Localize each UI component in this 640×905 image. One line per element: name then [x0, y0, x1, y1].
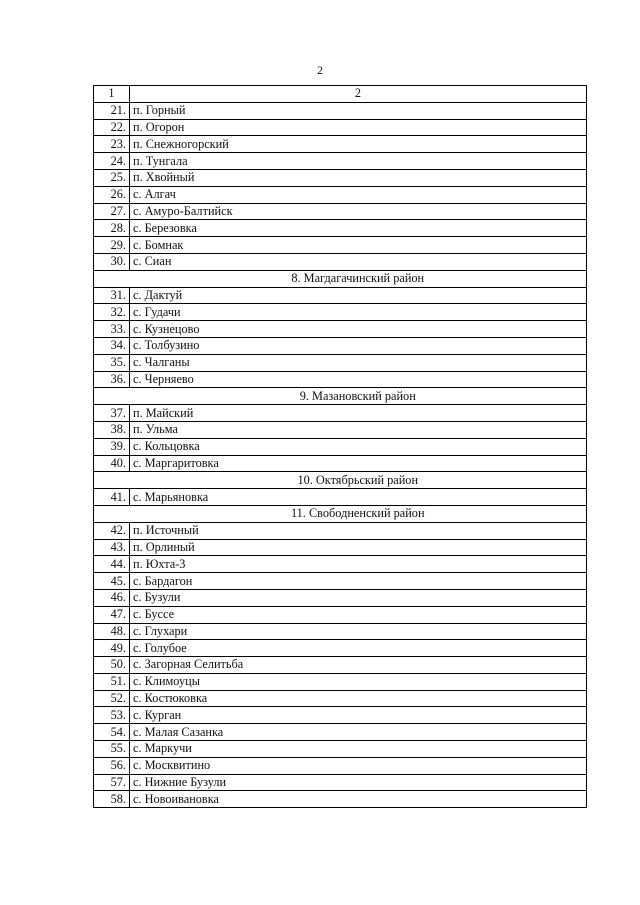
table-row	[94, 707, 587, 724]
settlement-name: п. Хвойный	[130, 169, 587, 186]
settlement-name: с. Кольцовка	[130, 438, 587, 455]
table-row	[94, 774, 587, 791]
row-number: 44.	[94, 556, 130, 573]
table-row	[94, 220, 587, 237]
row-number: 57.	[94, 774, 130, 791]
row-number: 53.	[94, 707, 130, 724]
table-row	[94, 337, 587, 354]
table-row	[94, 724, 587, 741]
row-number: 49.	[94, 640, 130, 657]
settlements-table	[93, 85, 587, 808]
row-number: 41.	[94, 489, 130, 506]
row-number: 48.	[94, 623, 130, 640]
row-number: 30.	[94, 253, 130, 270]
row-number: 55.	[94, 741, 130, 758]
table-row	[94, 657, 587, 674]
table-row	[94, 354, 587, 371]
settlement-name: п. Тунгала	[130, 153, 587, 170]
row-number: 35.	[94, 354, 130, 371]
table-row	[94, 690, 587, 707]
row-number: 58.	[94, 791, 130, 808]
table-row	[94, 640, 587, 657]
settlement-name: п. Ульма	[130, 421, 587, 438]
settlement-name: с. Толбузино	[130, 337, 587, 354]
row-number: 28.	[94, 220, 130, 237]
section-title: 11. Свободненский район	[130, 505, 587, 522]
row-number: 50.	[94, 657, 130, 674]
section-title: 9. Мазановский район	[130, 388, 587, 405]
settlement-name: п. Юхта-3	[130, 556, 587, 573]
row-number: 42.	[94, 522, 130, 539]
table-row	[94, 287, 587, 304]
settlement-name: п. Орлиный	[130, 539, 587, 556]
table-row	[94, 153, 587, 170]
section-spacer-cell	[94, 388, 130, 405]
settlement-name: с. Загорная Селитьба	[130, 657, 587, 674]
settlement-name: с. Алгач	[130, 186, 587, 203]
settlement-name: с. Москвитино	[130, 757, 587, 774]
section-row	[94, 270, 587, 287]
header-cell-name: 2	[130, 86, 587, 103]
settlement-name: с. Бомнак	[130, 237, 587, 254]
row-number: 23.	[94, 136, 130, 153]
settlement-name: с. Бардагон	[130, 573, 587, 590]
settlement-name: с. Малая Сазанка	[130, 724, 587, 741]
row-number: 52.	[94, 690, 130, 707]
table-row	[94, 539, 587, 556]
row-number: 21.	[94, 102, 130, 119]
settlement-name: п. Горный	[130, 102, 587, 119]
row-number: 47.	[94, 606, 130, 623]
table-row	[94, 455, 587, 472]
table-row	[94, 489, 587, 506]
settlement-name: с. Глухари	[130, 623, 587, 640]
table-row	[94, 405, 587, 422]
settlement-name: с. Маркучи	[130, 741, 587, 758]
section-title: 8. Магдагачинский район	[130, 270, 587, 287]
row-number: 40.	[94, 455, 130, 472]
settlement-name: п. Источный	[130, 522, 587, 539]
row-number: 33.	[94, 321, 130, 338]
table-row	[94, 186, 587, 203]
settlement-name: п. Снежногорский	[130, 136, 587, 153]
settlement-name: с. Климоуцы	[130, 673, 587, 690]
settlement-name: с. Амуро-Балтийск	[130, 203, 587, 220]
table-row	[94, 522, 587, 539]
table-row	[94, 119, 587, 136]
row-number: 22.	[94, 119, 130, 136]
table-row	[94, 623, 587, 640]
table-row	[94, 203, 587, 220]
table-row	[94, 757, 587, 774]
table-row	[94, 237, 587, 254]
table-header-row	[94, 86, 587, 103]
section-row	[94, 388, 587, 405]
settlement-name: с. Новоивановка	[130, 791, 587, 808]
settlement-name: с. Березовка	[130, 220, 587, 237]
settlement-name: с. Нижние Бузули	[130, 774, 587, 791]
row-number: 54.	[94, 724, 130, 741]
table-row	[94, 573, 587, 590]
row-number: 37.	[94, 405, 130, 422]
settlement-name: с. Буссе	[130, 606, 587, 623]
header-cell-number: 1	[94, 86, 130, 103]
table-row	[94, 321, 587, 338]
table-row	[94, 136, 587, 153]
table-row	[94, 169, 587, 186]
row-number: 26.	[94, 186, 130, 203]
row-number: 51.	[94, 673, 130, 690]
row-number: 36.	[94, 371, 130, 388]
table-row	[94, 606, 587, 623]
row-number: 31.	[94, 287, 130, 304]
section-spacer-cell	[94, 270, 130, 287]
section-row	[94, 505, 587, 522]
row-number: 34.	[94, 337, 130, 354]
table-row	[94, 421, 587, 438]
settlement-name: с. Костюковка	[130, 690, 587, 707]
row-number: 25.	[94, 169, 130, 186]
table-body	[94, 86, 587, 808]
section-row	[94, 472, 587, 489]
table-row	[94, 589, 587, 606]
table-row	[94, 371, 587, 388]
settlement-name: с. Голубое	[130, 640, 587, 657]
table-row	[94, 791, 587, 808]
settlement-name: с. Марьяновка	[130, 489, 587, 506]
table-row	[94, 253, 587, 270]
page-number: 2	[317, 63, 323, 77]
table-row	[94, 673, 587, 690]
settlement-name: п. Огорон	[130, 119, 587, 136]
settlement-name: п. Майский	[130, 405, 587, 422]
section-title: 10. Октябрьский район	[130, 472, 587, 489]
table-row	[94, 741, 587, 758]
row-number: 43.	[94, 539, 130, 556]
section-spacer-cell	[94, 505, 130, 522]
table-row	[94, 102, 587, 119]
settlement-name: с. Гудачи	[130, 304, 587, 321]
settlement-name: с. Черняево	[130, 371, 587, 388]
row-number: 27.	[94, 203, 130, 220]
settlement-name: с. Бузули	[130, 589, 587, 606]
row-number: 24.	[94, 153, 130, 170]
row-number: 29.	[94, 237, 130, 254]
row-number: 39.	[94, 438, 130, 455]
settlement-name: с. Курган	[130, 707, 587, 724]
row-number: 46.	[94, 589, 130, 606]
row-number: 45.	[94, 573, 130, 590]
settlement-name: с. Кузнецово	[130, 321, 587, 338]
table-row	[94, 438, 587, 455]
table-row	[94, 556, 587, 573]
row-number: 38.	[94, 421, 130, 438]
table-row	[94, 304, 587, 321]
row-number: 32.	[94, 304, 130, 321]
settlement-name: с. Сиан	[130, 253, 587, 270]
settlement-name: с. Чалганы	[130, 354, 587, 371]
section-spacer-cell	[94, 472, 130, 489]
settlement-name: с. Дактуй	[130, 287, 587, 304]
settlement-name: с. Маргаритовка	[130, 455, 587, 472]
row-number: 56.	[94, 757, 130, 774]
